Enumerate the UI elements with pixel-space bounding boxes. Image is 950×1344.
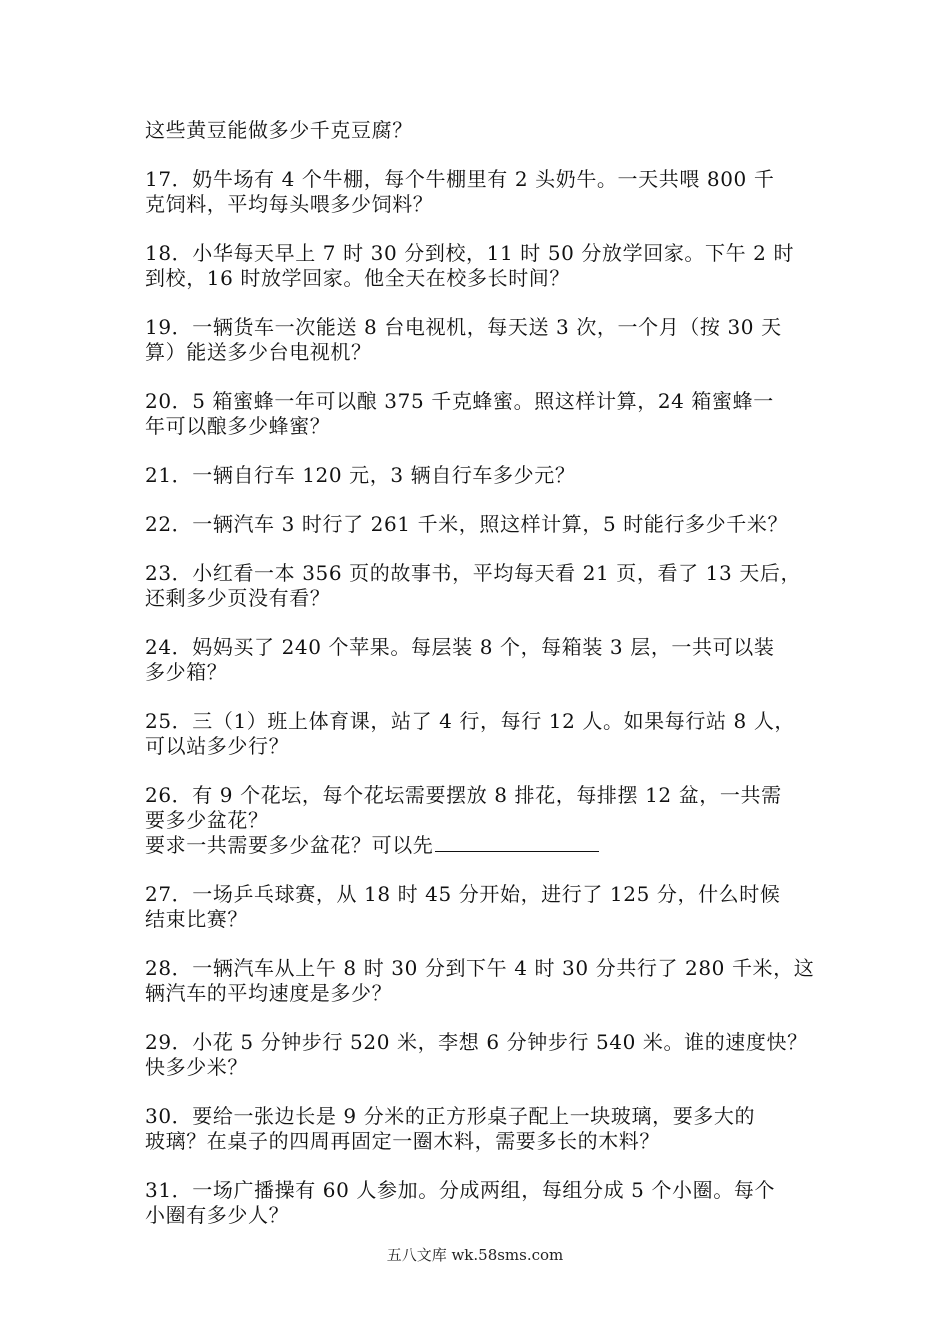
text-line: 算）能送多少台电视机？ [145, 340, 372, 364]
text-line: 快多少米？ [145, 1055, 248, 1079]
text-line: 小圈有多少人？ [145, 1203, 290, 1227]
text-line: 18．小华每天早上 7 时 30 分到校，11 时 50 分放学回家。下午 2 时 [145, 241, 795, 265]
problem-25 [145, 709, 835, 759]
text-line: 17．奶牛场有 4 个牛棚，每个牛棚里有 2 头奶牛。一天共喂 800 千 [145, 167, 775, 191]
problem-16-continuation [145, 118, 835, 143]
problem-23 [145, 561, 835, 611]
text-line: 26．有 9 个花坛，每个花坛需要摆放 8 排花，每排摆 12 盆，一共需 [145, 783, 782, 807]
text-line: 30．要给一张边长是 9 分米的正方形桌子配上一块玻璃，要多大的 [145, 1104, 756, 1128]
text-line: 29．小花 5 分钟步行 520 米，李想 6 分钟步行 540 米。谁的速度快？ [145, 1030, 808, 1054]
problem-31 [145, 1178, 835, 1228]
problem-26 [145, 783, 835, 858]
text-line: 24．妈妈买了 240 个苹果。每层装 8 个，每箱装 3 层，一共可以装 [145, 635, 775, 659]
text-line: 可以站多少行？ [145, 734, 290, 758]
text-line: 克饲料，平均每头喂多少饲料？ [145, 192, 434, 216]
problem-28 [145, 956, 835, 1006]
text-line: 25．三（1）班上体育课，站了 4 行，每行 12 人。如果每行站 8 人， [145, 709, 796, 733]
problem-30 [145, 1104, 835, 1154]
problem-19 [145, 315, 835, 365]
text-line: 28．一辆汽车从上午 8 时 30 分到下午 4 时 30 分共行了 280 千米，这 [145, 956, 815, 980]
text-line: 21．一辆自行车 120 元，3 辆自行车多少元？ [145, 463, 576, 487]
problem-18 [145, 241, 835, 291]
text-line: 要多少盆花？ [145, 808, 269, 832]
text-line: 23．小红看一本 356 页的故事书，平均每天看 21 页，看了 13 天后， [145, 561, 802, 585]
problem-21 [145, 463, 835, 488]
text-line: 还剩多少页没有看？ [145, 586, 331, 610]
text-line: 玻璃？在桌子的四周再固定一圈木料，需要多长的木料？ [145, 1129, 660, 1153]
fill-in-prompt: 要求一共需要多少盆花？可以先 [145, 833, 434, 857]
text-line: 结束比赛？ [145, 907, 248, 931]
problem-17 [145, 167, 835, 217]
text-line: 这些黄豆能做多少千克豆腐？ [145, 118, 413, 142]
text-line: 辆汽车的平均速度是多少？ [145, 981, 393, 1005]
text-line: 20．5 箱蜜蜂一年可以酿 375 千克蜂蜜。照这样计算，24 箱蜜蜂一 [145, 389, 774, 413]
text-line: 到校，16 时放学回家。他全天在校多长时间？ [145, 266, 571, 290]
fill-in-line [145, 833, 835, 858]
text-line: 22．一辆汽车 3 时行了 261 千米，照这样计算，5 时能行多少千米？ [145, 512, 789, 536]
problem-24 [145, 635, 835, 685]
answer-blank[interactable] [435, 833, 599, 852]
problem-20 [145, 389, 835, 439]
text-line: 年可以酿多少蜂蜜？ [145, 414, 331, 438]
problem-29 [145, 1030, 835, 1080]
text-line: 27．一场乒乓球赛，从 18 时 45 分开始，进行了 125 分，什么时候 [145, 882, 781, 906]
text-line: 19．一辆货车一次能送 8 台电视机，每天送 3 次，一个月（按 30 天 [145, 315, 782, 339]
page-footer: 五八文库 wk.58sms.com [386, 1246, 564, 1264]
problem-27 [145, 882, 835, 932]
text-line: 31．一场广播操有 60 人参加。分成两组，每组分成 5 个小圈。每个 [145, 1178, 776, 1202]
problem-list [145, 118, 835, 1252]
problem-22 [145, 512, 835, 537]
text-line: 多少箱？ [145, 660, 228, 684]
